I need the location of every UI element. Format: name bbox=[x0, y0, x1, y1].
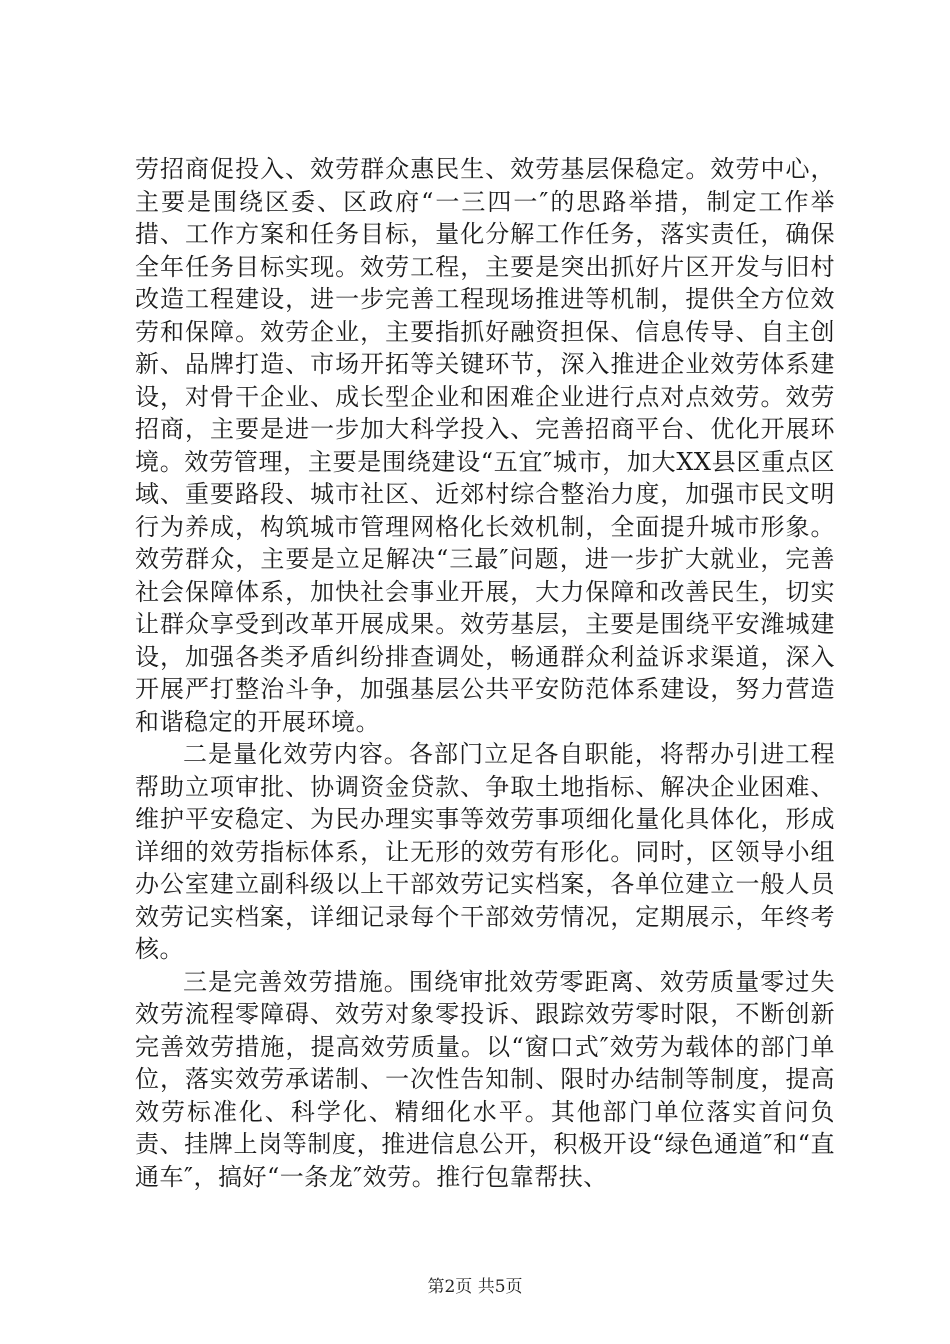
document-body bbox=[135, 153, 835, 1193]
paragraph-2: 二是量化效劳内容。各部门立足各自职能，将帮办引进工程帮助立项审批、协调资金贷款、争取土地指标、解决企业困难、维护平安稳定、为民办理实事等效劳事项细化量化具体化，形成详细的效劳指标体系，让无形的效劳有形化。同时，区领导小组办公室建立副科级以上干部效劳记实档案，各单位建立一般人员效劳记实档案，详细记录每个干部效劳情况，定期展示，年终考核。 bbox=[135, 740, 835, 963]
page-number-footer: 第2页 共5页 bbox=[427, 1277, 523, 1297]
paragraph-1: 劳招商促投入、效劳群众惠民生、效劳基层保稳定。效劳中心，主要是围绕区委、区政府“一三四一″的思路举措，制定工作举措、工作方案和任务目标，量化分解工作任务，落实责任，确保全年任务目标实现。效劳工程，主要是突出抓好片区开发与旧村改造工程建设，进一步完善工程现场推进等机制，提供全方位效劳和保障。效劳企业，主要指抓好融资担保、信息传导、自主创新、品牌打造、市场开拓等关键环节，深入推进企业效劳体系建设，对骨干企业、成长型企业和困难企业进行点对点效劳。效劳招商，主要是进一步加大科学投入、完善招商平台、优化开展环境。效劳管理，主要是围绕建设“五宜″城市，加大XX县区重点区域、重要路段、城市社区、近郊村综合整治力度，加强市民文明行为养成，构筑城市管理网格化长效机制，全面提升城市形象。效劳群众，主要是立足解决“三最″问题，进一步扩大就业，完善社会保障体系，加快社会事业开展，大力保障和改善民生，切实让群众享受到改革开展成果。效劳基层，主要是围绕平安潍城建设，加强各类矛盾纠纷排查调处，畅通群众利益诉求渠道，深入开展严打整治斗争，加强基层公共平安防范体系建设，努力营造和谐稳定的开展环境。 bbox=[135, 155, 835, 736]
paragraph-3: 三是完善效劳措施。围绕审批效劳零距离、效劳质量零过失效劳流程零障碍、效劳对象零投诉、跟踪效劳零时限，不断创新完善效劳措施，提高效劳质量。以“窗口式″效劳为载体的部门单位，落实效劳承诺制、一次性告知制、限时办结制等制度，提高效劳标准化、科学化、精细化水平。其他部门单位落实首问负责、挂牌上岗等制度，推进信息公开，积极开设“绿色通道″和“直通车″，搞好“一条龙″效劳。推行包靠帮扶、 bbox=[135, 967, 835, 1191]
